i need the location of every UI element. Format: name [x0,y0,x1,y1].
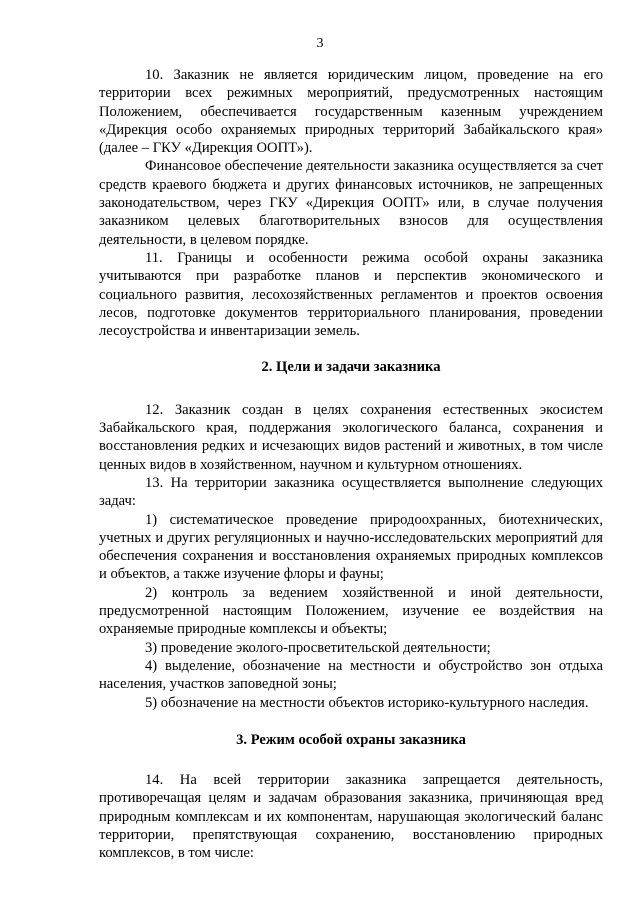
task-item-5: 5) обозначение на местности объектов историко-культурного наследия. [145,694,589,711]
section-heading-2: 2. Цели и задачи заказника [261,359,441,376]
paragraph-12: 12. Заказник создан в целях сохранения естественных экосистем Забайкальского края, поддержания экологического баланса, сохранения и восстановления редких и исчезающих видов растений и животных, в том числе ценных видов в хозяйственном, научном и культурном отношениях. [99,401,603,473]
paragraph-10: 10. Заказник не является юридическим лицом, проведение на его территории всех режимных мероприятий, предусмотренных настоящим Положением, обеспечивается государственным казенным учреждением «Дирекция особо охраняемых природных территорий Забайкальского края» (далее – ГКУ «Дирекция ООПТ»). [99,67,603,157]
task-item-3: 3) проведение эколого-просветительской деятельности; [145,639,491,656]
paragraph-11: 11. Границы и особенности режима особой охраны заказника учитываются при разработке планов и перспектив экономического и социального развития, лесохозяйственных регламентов и проектов освоения лесов, подготовке документов территориального планирования, проведении лесоустройства и инвентаризации земель. [99,249,603,340]
paragraph-13: 13. На территории заказника осуществляется выполнение следующих задач: [99,474,603,510]
page-number: 3 [316,36,324,51]
document-body [99,66,603,863]
task-item-4: 4) выделение, обозначение на местности и обустройство зон отдыха населения, участков заповедной зоны; [99,657,603,693]
section-heading-3: 3. Режим особой охраны заказника [236,731,466,748]
task-item-2: 2) контроль за ведением хозяйственной и иной деятельности, предусмотренной настоящим Положением, изучение ее воздействия на охраняемые природные комплексы и объекты; [99,584,603,638]
paragraph-14: 14. На всей территории заказника запрещается деятельность, противоречащая целям и задачам образования заказника, причиняющая вред природным комплексам и их компонентам, нарушающая экологический баланс территории, препятствующая сохранению, восстановлению природных комплексов, в том числе: [99,772,603,862]
paragraph-financing: Финансовое обеспечение деятельности заказника осуществляется за счет средств краевого бюджета и других финансовых источников, не запрещенных законодательством, через ГКУ «Дирекция ООПТ» или, в случае получения заказником целевых благотворительных взносов для осуществления деятельности, в целевом порядке. [99,158,603,248]
task-item-1: 1) систематическое проведение природоохранных, биотехнических, учетных и других регуляционных и научно-исследовательских мероприятий для обеспечения сохранения и восстановления охраняемых природных комплексов и объектов, а также изучение флоры и фауны; [99,511,603,583]
